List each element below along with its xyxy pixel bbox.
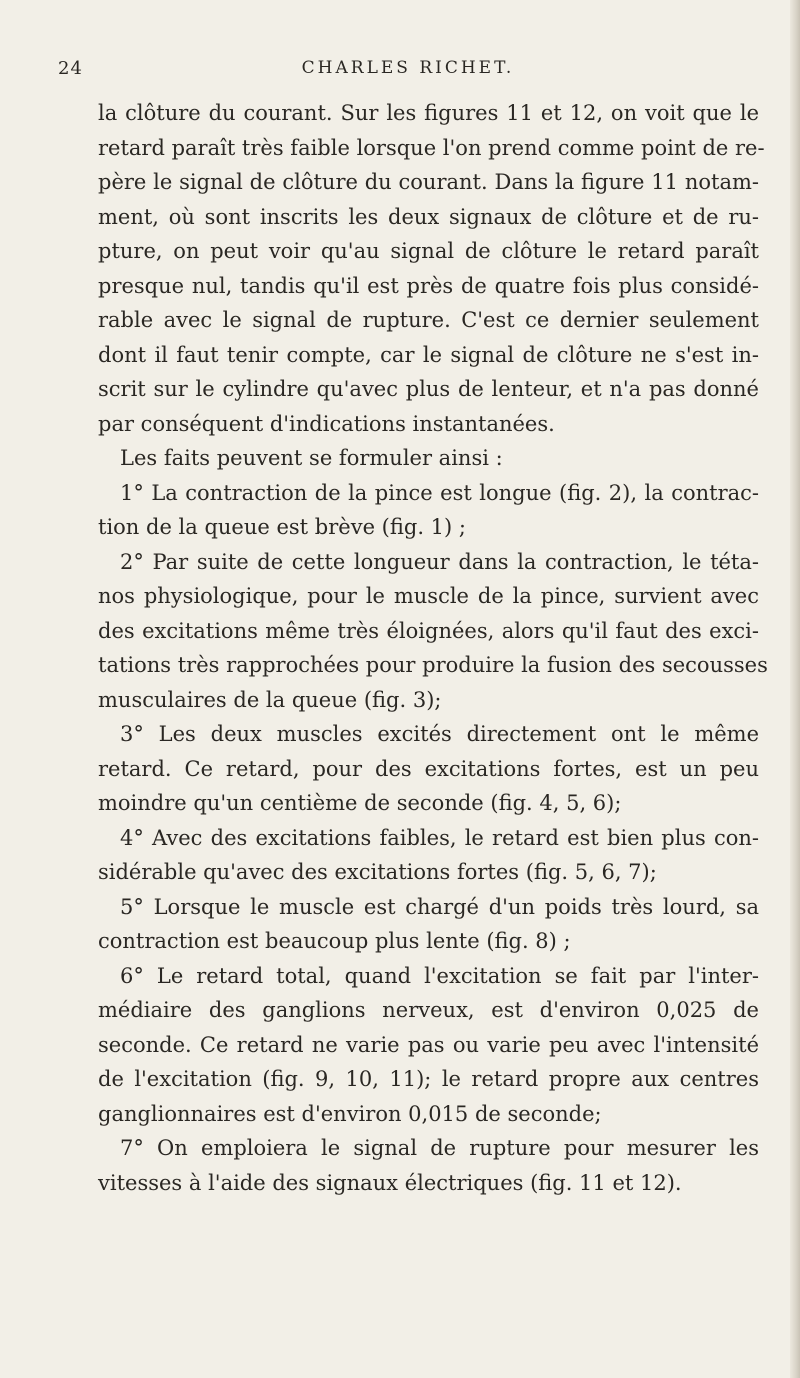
text-line: tations très rapprochées pour produire la fusion des secousses [98, 653, 768, 677]
text-line: pture, on peut voir qu'au signal de clôture le retard paraît [98, 239, 759, 263]
text-line: 6° Le retard total, quand l'excitation se fait par l'inter- [120, 963, 759, 988]
text-line: père le signal de clôture du courant. Dans la figure 11 notam- [98, 170, 759, 194]
text-line: contraction est beaucoup plus lente (fig. 8) ; [98, 929, 571, 953]
text-line: 2° Par suite de cette longueur dans la contraction, le téta- [120, 549, 759, 574]
text-line: retard. Ce retard, pour des excitations fortes, est un peu [98, 756, 759, 781]
text-line: musculaires de la queue (fig. 3); [98, 687, 442, 712]
text-line: 7° On emploiera le signal de rupture pour mesurer les [120, 1136, 759, 1160]
running-head: CHARLES RICHET. [301, 58, 515, 78]
text-line: seconde. Ce retard ne varie pas ou varie peu avec l'intensité [98, 1032, 759, 1057]
body-text [98, 96, 768, 1200]
page-number: 24 [58, 58, 83, 79]
text-line: ganglionnaires est d'environ 0,015 de seconde; [98, 1101, 602, 1126]
text-line: moindre qu'un centième de seconde (fig. 4, 5, 6); [98, 791, 622, 815]
text-line: 5° Lorsque le muscle est chargé d'un poids très lourd, sa [120, 894, 759, 919]
page-header [58, 58, 758, 88]
text-line: retard paraît très faible lorsque l'on prend comme point de re- [98, 135, 765, 160]
text-line: par conséquent d'indications instantanées. [98, 411, 555, 436]
page-edge [790, 0, 800, 1378]
text-line: presque nul, tandis qu'il est près de quatre fois plus considé- [98, 273, 759, 298]
text-line: tion de la queue est brève (fig. 1) ; [98, 515, 466, 539]
text-line: sidérable qu'avec des excitations fortes (fig. 5, 6, 7); [98, 860, 657, 884]
text-line: médiaire des ganglions nerveux, est d'environ 0,025 de [98, 998, 759, 1022]
text-line: 3° Les deux muscles excités directement ont le même [120, 722, 759, 746]
text-line: scrit sur le cylindre qu'avec plus de lenteur, et n'a pas donné [98, 377, 759, 401]
text-line: nos physiologique, pour le muscle de la pince, survient avec [98, 584, 759, 608]
text-line: rable avec le signal de rupture. C'est ce dernier seulement [98, 308, 759, 332]
text-line: de l'excitation (fig. 9, 10, 11); le retard propre aux centres [98, 1067, 759, 1091]
text-line: 1° La contraction de la pince est longue (fig. 2), la contrac- [120, 480, 759, 505]
text-line: des excitations même très éloignées, alors qu'il faut des exci- [98, 618, 759, 643]
text-line: ment, où sont inscrits les deux signaux de clôture et de ru- [98, 204, 759, 229]
text-line: dont il faut tenir compte, car le signal de clôture ne s'est in- [98, 342, 759, 367]
text-line: Les faits peuvent se formuler ainsi : [120, 446, 503, 470]
text-line: la clôture du courant. Sur les figures 11 et 12, on voit que le [98, 101, 759, 125]
text-line: vitesses à l'aide des signaux électriques (fig. 11 et 12). [98, 1170, 682, 1195]
text-line: 4° Avec des excitations faibles, le retard est bien plus con- [120, 825, 759, 850]
